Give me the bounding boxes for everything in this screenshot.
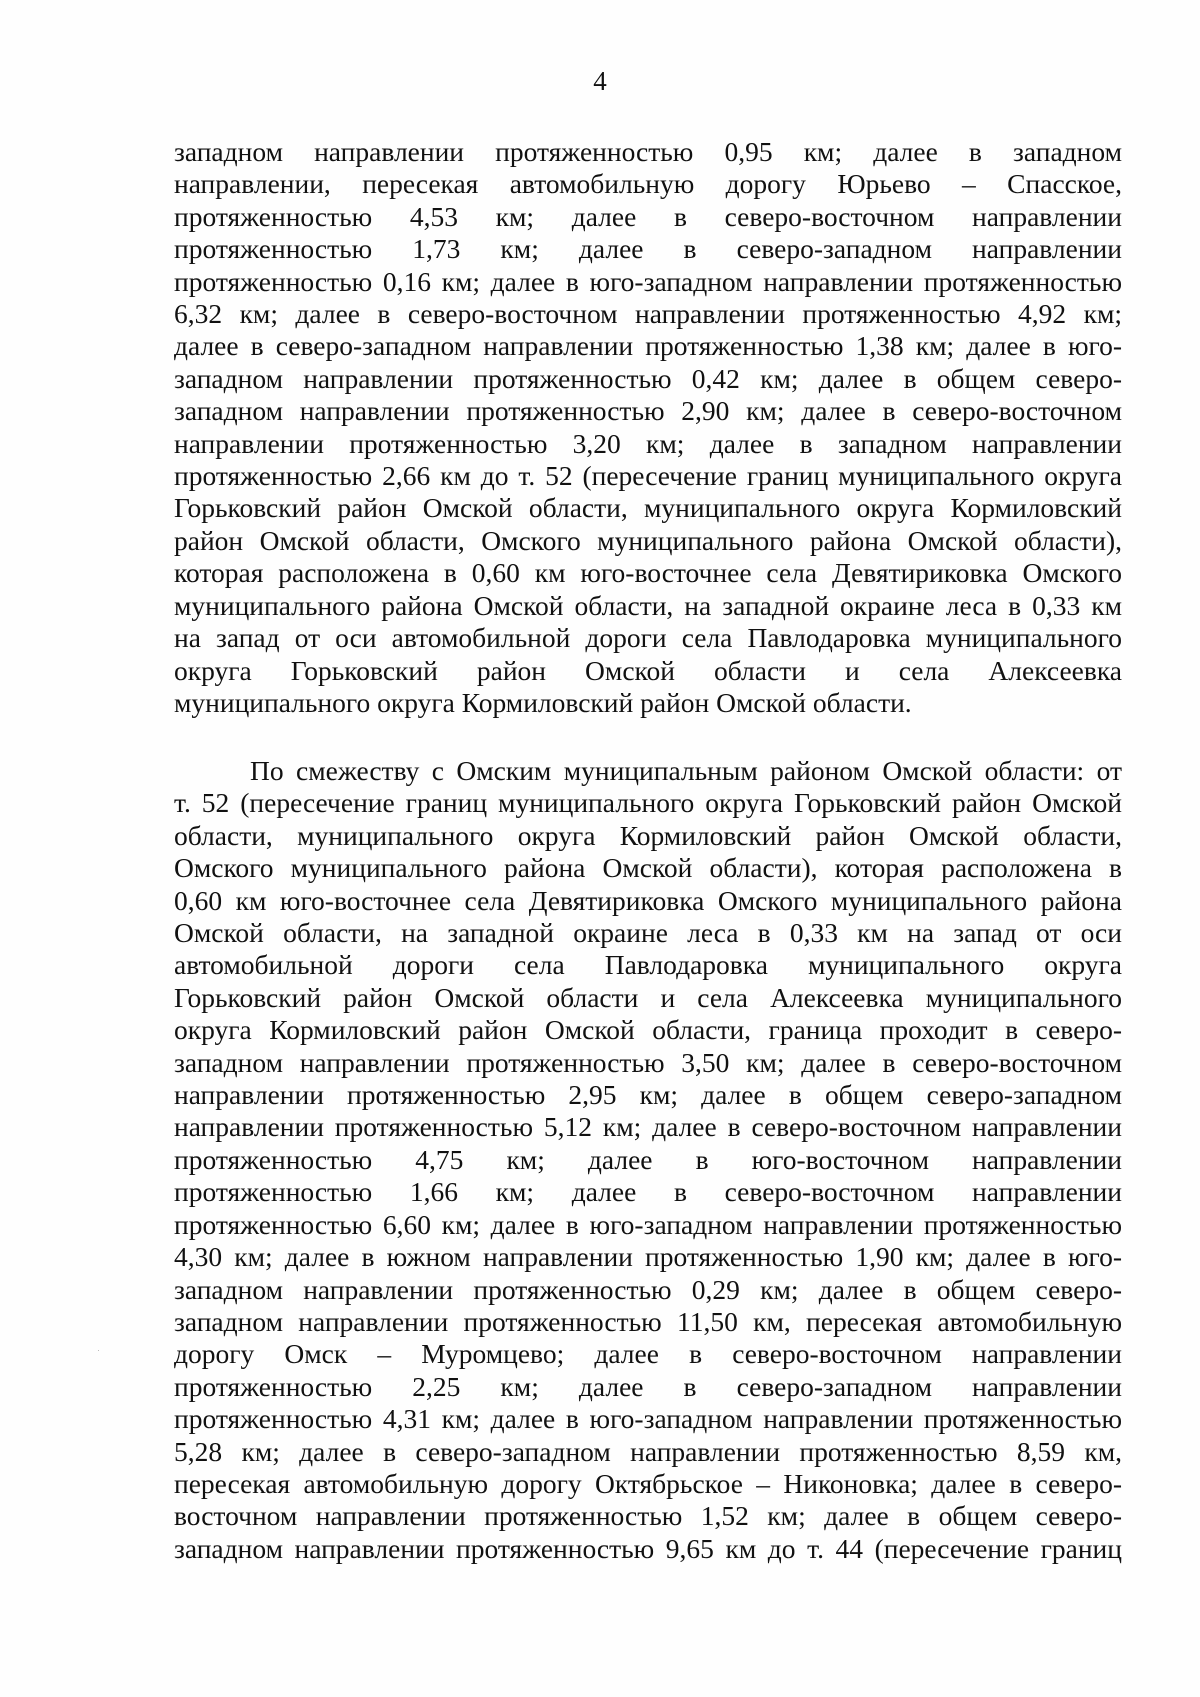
paragraph-2-line: Горьковский район Омской области и села Алексеевка муниципального	[174, 981, 1122, 1013]
paragraph-1-line: муниципального округа Кормиловский район Омской области.	[174, 686, 912, 718]
paragraph-2-line: протяженностью 2,25 км; далее в северо-западном направлении	[174, 1370, 1122, 1402]
paragraph-2-line: направлении протяженностью 2,95 км; далее в общем северо-западном	[174, 1079, 1122, 1111]
paragraph-1-line: направлении протяженностью 3,20 км; далее в западном направлении	[174, 427, 1122, 459]
paragraph-1-line: направлении, пересекая автомобильную дорогу Юрьево – Спасское,	[174, 168, 1122, 200]
paragraph-2-line: протяженностью 6,60 км; далее в юго-западном направлении протяженностью	[174, 1208, 1122, 1240]
paragraph-2-line: западном направлении протяженностью 11,50 км, пересекая автомобильную	[174, 1305, 1122, 1337]
paragraph-2-line: т. 52 (пересечение границ муниципального округа Горьковский район Омской	[174, 787, 1122, 819]
paragraph-2-line: восточном направлении протяженностью 1,52 км; далее в общем северо-	[174, 1500, 1122, 1532]
paragraph-2-line: Омского муниципального района Омской области), которая расположена в	[174, 852, 1122, 884]
page-number: 4	[593, 66, 607, 96]
paragraph-2-line: пересекая автомобильную дорогу Октябрьское – Никоновка; далее в северо-	[174, 1467, 1122, 1499]
paragraph-2-line: По смежеству с Омским муниципальным районом Омской области: от	[250, 755, 1122, 786]
paragraph-2-line: 5,28 км; далее в северо-западном направлении протяженностью 8,59 км,	[174, 1435, 1122, 1467]
paragraph-1-line: 6,32 км; далее в северо-восточном направлении протяженностью 4,92 км;	[174, 298, 1122, 330]
paragraph-2-line: Омской области, на западной окраине леса в 0,33 км на запад от оси	[174, 917, 1122, 949]
paragraph-1-line: западном направлении протяженностью 0,95 км; далее в западном	[174, 136, 1122, 167]
paragraph-1-line: которая расположена в 0,60 км юго-восточнее села Девятириковка Омского	[174, 557, 1122, 589]
paragraph-2-line: направлении протяженностью 5,12 км; далее в северо-восточном направлении	[174, 1111, 1122, 1143]
paragraph-1-line: муниципального района Омской области, на западной окраине леса в 0,33 км	[174, 589, 1122, 621]
paragraph-2-line: западном направлении протяженностью 9,65 км до т. 44 (пересечение границ	[174, 1532, 1122, 1564]
paragraph-2-line: области, муниципального округа Кормиловский район Омской области,	[174, 819, 1122, 851]
paragraph-2-line: округа Кормиловский район Омской области, граница проходит в северо-	[174, 1014, 1122, 1046]
paragraph-2-line: 4,30 км; далее в южном направлении протяженностью 1,90 км; далее в юго-	[174, 1241, 1122, 1273]
paragraph-1-line: западном направлении протяженностью 0,42 км; далее в общем северо-	[174, 362, 1122, 394]
paragraph-2-line: западном направлении протяженностью 3,50 км; далее в северо-восточном	[174, 1046, 1122, 1078]
paragraph-1-line: Горьковский район Омской области, муниципального округа Кормиловский	[174, 492, 1122, 524]
paragraph-1	[174, 136, 1122, 719]
paragraph-1-line: протяженностью 4,53 км; далее в северо-восточном направлении	[174, 200, 1122, 232]
paragraph-2-line: западном направлении протяженностью 0,29 км; далее в общем северо-	[174, 1273, 1122, 1305]
paragraph-1-line: район Омской области, Омского муниципального района Омской области),	[174, 524, 1122, 556]
paragraph-2-line: протяженностью 4,75 км; далее в юго-восточном направлении	[174, 1143, 1122, 1175]
paragraph-1-line: протяженностью 0,16 км; далее в юго-западном направлении протяженностью	[174, 265, 1122, 297]
paragraph-1-line: округа Горьковский район Омской области и села Алексеевка	[174, 654, 1122, 686]
paragraph-1-line: протяженностью 2,66 км до т. 52 (пересечение границ муниципального округа	[174, 460, 1122, 492]
scan-speck	[98, 1350, 99, 1351]
paragraph-1-line: далее в северо-западном направлении протяженностью 1,38 км; далее в юго-	[174, 330, 1122, 362]
paragraph-1-line: на запад от оси автомобильной дороги села Павлодаровка муниципального	[174, 622, 1122, 654]
paragraph-2-line: автомобильной дороги села Павлодаровка муниципального округа	[174, 949, 1122, 981]
paragraph-2-line: 0,60 км юго-восточнее села Девятириковка Омского муниципального района	[174, 884, 1122, 916]
paragraph-2-line: дорогу Омск – Муромцево; далее в северо-восточном направлении	[174, 1338, 1122, 1370]
paragraph-2	[174, 755, 1122, 1565]
paragraph-2-line: протяженностью 1,66 км; далее в северо-восточном направлении	[174, 1176, 1122, 1208]
paragraph-2-line: протяженностью 4,31 км; далее в юго-западном направлении протяженностью	[174, 1403, 1122, 1435]
paragraph-1-line: протяженностью 1,73 км; далее в северо-западном направлении	[174, 233, 1122, 265]
paragraph-1-line: западном направлении протяженностью 2,90 км; далее в северо-восточном	[174, 395, 1122, 427]
